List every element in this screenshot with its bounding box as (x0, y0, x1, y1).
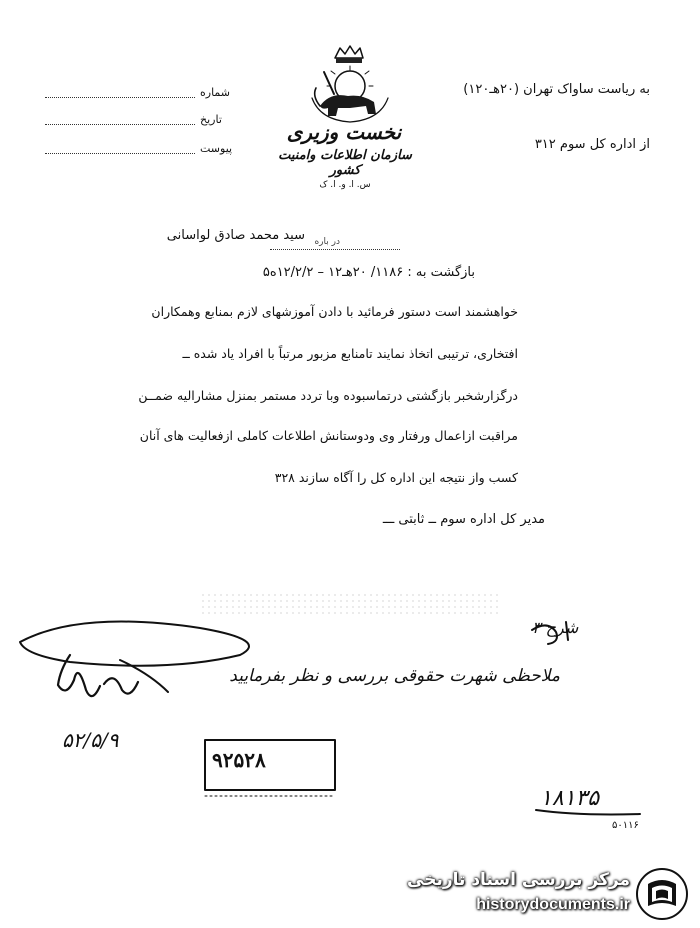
handwritten-note-top: شرح ۳ (532, 618, 579, 637)
number-label: شماره (200, 86, 231, 99)
watermark-title: مرکز بررسی اسناد تاریخی (407, 870, 630, 890)
stamp-number: ۹۲۵۲۸ (212, 748, 266, 772)
lion-and-sun-emblem-icon (290, 44, 400, 124)
number-line (45, 97, 195, 98)
to-line: به ریاست ساواک تهران (۲۰هـ۱۲۰) (463, 82, 650, 97)
handwritten-date: ۵۲/۵/۹ (62, 728, 119, 752)
small-number: ۵۰۱۱۶ (612, 820, 639, 831)
signature-loop (20, 622, 249, 666)
body-line-3: درگزارشخبر بازگشتی درتماسبوده وبا تردد مستمر بمنزل مشارالیه ضمــن (138, 388, 518, 403)
from-line: از اداره کل سوم ۳۱۲ (534, 137, 650, 152)
reference-line: بازگشت به : ۱۱۸۶/ ۲۰هـ۱۲ – ۱۲/۲/۲ه۵ (262, 265, 475, 280)
emblem-title: نخست وزیری (286, 120, 402, 144)
attachment-label: پیوست (200, 142, 233, 155)
history-documents-logo-icon (634, 866, 690, 922)
emblem-block (278, 44, 412, 204)
handwritten-number-bottom: ۱۸۱۳۵ (540, 786, 600, 811)
subject-label: در باره (314, 237, 340, 247)
body-line-2: افتخاری، ترتیبی اتخاذ نمایند تامنابع مزبور مرتباً با افراد یاد شده ــ (182, 346, 518, 361)
body-line-4: مراقبت ازاعمال ورفتار وی ودوستانش اطلاعات کاملی ازفعالیت های آنان (139, 428, 518, 443)
signature-line: مدیر کل اداره سوم ــ ثابتی ـــ (382, 512, 545, 527)
emblem-code: س. ا. و. ا. ک (319, 180, 371, 190)
watermark-url: historydocuments.ir (476, 896, 630, 913)
subject-underline (270, 249, 400, 250)
emblem-org: سازمان اطلاعات وامنیت کشور (278, 148, 412, 178)
body-line-5: کسب واز نتیجه این اداره کل را آگاه سازند ۳۲۸ (274, 470, 518, 485)
handwritten-note-line: ملاحظی شهرت حقوقی بررسی و نظر بفرمایید (229, 666, 560, 686)
date-label: تاریخ (200, 113, 222, 126)
date-line (45, 124, 195, 125)
body-line-1: خواهشمند است دستور فرمائید با دادن آموزشهای لازم بمنابع وهمکاران (151, 304, 518, 319)
subject-name: سید محمد صادق لواسانی (166, 228, 305, 243)
attachment-line (45, 153, 195, 154)
